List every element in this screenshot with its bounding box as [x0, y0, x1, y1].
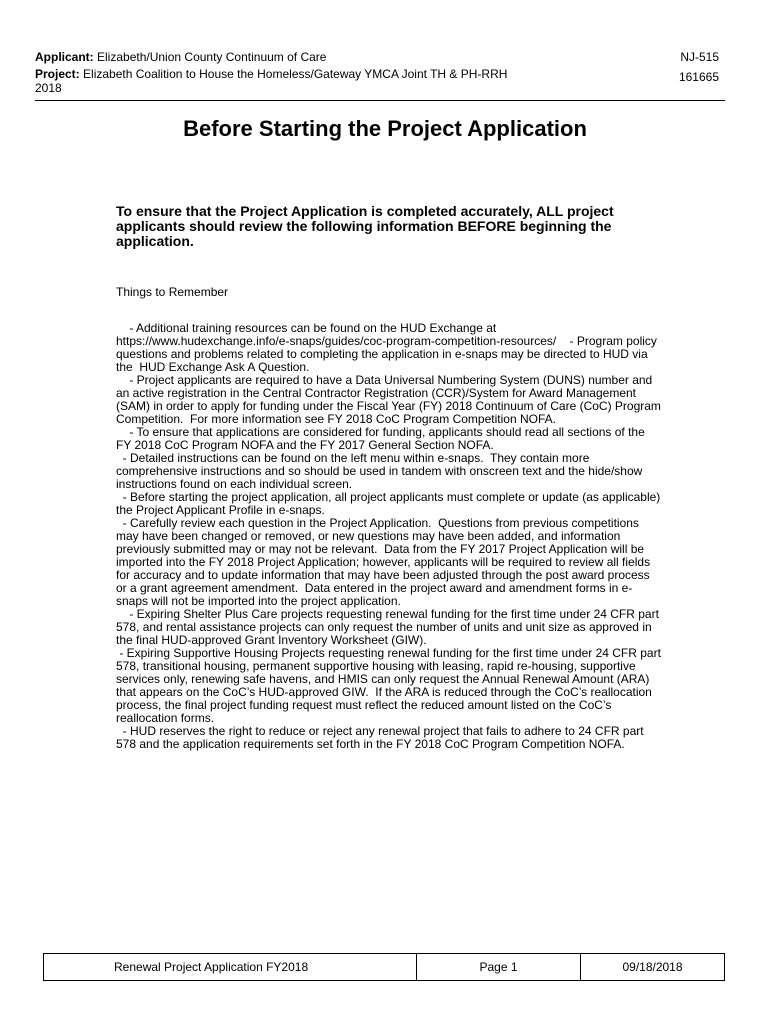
paragraph: - Project applicants are required to have a Data Universal Numbering System (DUNS) number and an active registration in the Central Contractor Registration (CCR)/System for Award Management (SAM) in order to apply for funding under the Fiscal Year (FY) 2018 Continuum of Care (CoC) Program Competition. For more information see FY 2018 CoC Program Competition NOFA. — [116, 373, 661, 426]
page-header — [35, 50, 725, 101]
page-title: Before Starting the Project Application — [183, 116, 587, 141]
paragraph: - Before starting the project application, all project applicants must complete or update (as applicable) the Project Applicant Profile in e-snaps. — [116, 490, 661, 517]
footer-application-name: Renewal Project Application FY2018 — [44, 954, 417, 980]
paragraph: - Expiring Supportive Housing Projects requesting renewal funding for the first time under 24 CFR part 578, transitional housing, permanent supportive housing with leasing, rapid re-housing, supportive services only, renewing safe havens, and HMIS can only request the Annual Renewal Amount (ARA) that appears on the CoC’s HUD-approved GIW. If the ARA is reduced through the CoC’s reallocation process, the final project funding request must reflect the reduced amount listed on the CoC’s reallocation forms. — [116, 646, 661, 725]
applicant-label: Applicant: — [35, 50, 94, 64]
paragraph: - Detailed instructions can be found on the left menu within e-snaps. They contain more comprehensive instructions and so should be used in tandem with onscreen text and the hide/show instructions found on each individual screen. — [116, 451, 643, 491]
project-line — [35, 67, 525, 95]
footer-page-number: Page 1 — [417, 954, 581, 980]
paragraph: - Carefully review each question in the Project Application. Questions from previous competitions may have been changed or removed, or new questions may have been added, and information previously submitted may or may not be relevant. Data from the FY 2017 Project Application will be imported into the FY 2018 Project Application; however, applicants will be required to review all fields for accuracy and to update information that may have been adjusted through the post award process or a grant agreement amendment. Data entered in the project award and amendment forms in e-snaps will not be imported into the project application. — [116, 516, 651, 608]
page-footer — [43, 953, 725, 981]
project-value: Elizabeth Coalition to House the Homeless/Gateway YMCA Joint TH & PH-RRH 2018 — [35, 67, 508, 95]
intro-text: To ensure that the Project Application is completed accurately, ALL project applicants should review the following information BEFORE beginning the application. — [116, 203, 614, 249]
things-to-remember-heading: Things to Remember — [116, 285, 229, 299]
footer-date: 09/18/2018 — [622, 960, 683, 974]
header-left — [35, 50, 525, 98]
applicant-value: Elizabeth/Union County Continuum of Care — [97, 50, 327, 64]
project-label: Project: — [35, 67, 80, 81]
applicant-line — [35, 50, 525, 64]
paragraph: - HUD reserves the right to reduce or reject any renewal project that fails to adhere to 24 CFR part 578 and the application requirements set forth in the FY 2018 CoC Program Competition NOFA. — [116, 724, 644, 751]
coc-code: NJ-515 — [680, 50, 719, 64]
paragraph: - Expiring Shelter Plus Care projects requesting renewal funding for the first time under 24 CFR part 578, and rental assistance projects can only request the number of units and unit size as approved in the final HUD-approved Grant Inventory Worksheet (GIW). — [116, 607, 659, 647]
header-right — [679, 50, 719, 90]
paragraph: - Additional training resources can be found on the HUD Exchange at https://www.hudexchange.info/e-snaps/guides/coc-program-competition-resources/ - Program policy questions and problems related to completing the application in e-snaps may be directed to HUD via the HUD Exchange Ask A Question. — [116, 321, 657, 374]
paragraph: - To ensure that applications are considered for funding, applicants should read all sections of the FY 2018 CoC Program NOFA and the FY 2017 General Section NOFA. — [116, 425, 645, 452]
instructions-body — [116, 322, 661, 751]
project-number: 161665 — [678, 70, 719, 84]
